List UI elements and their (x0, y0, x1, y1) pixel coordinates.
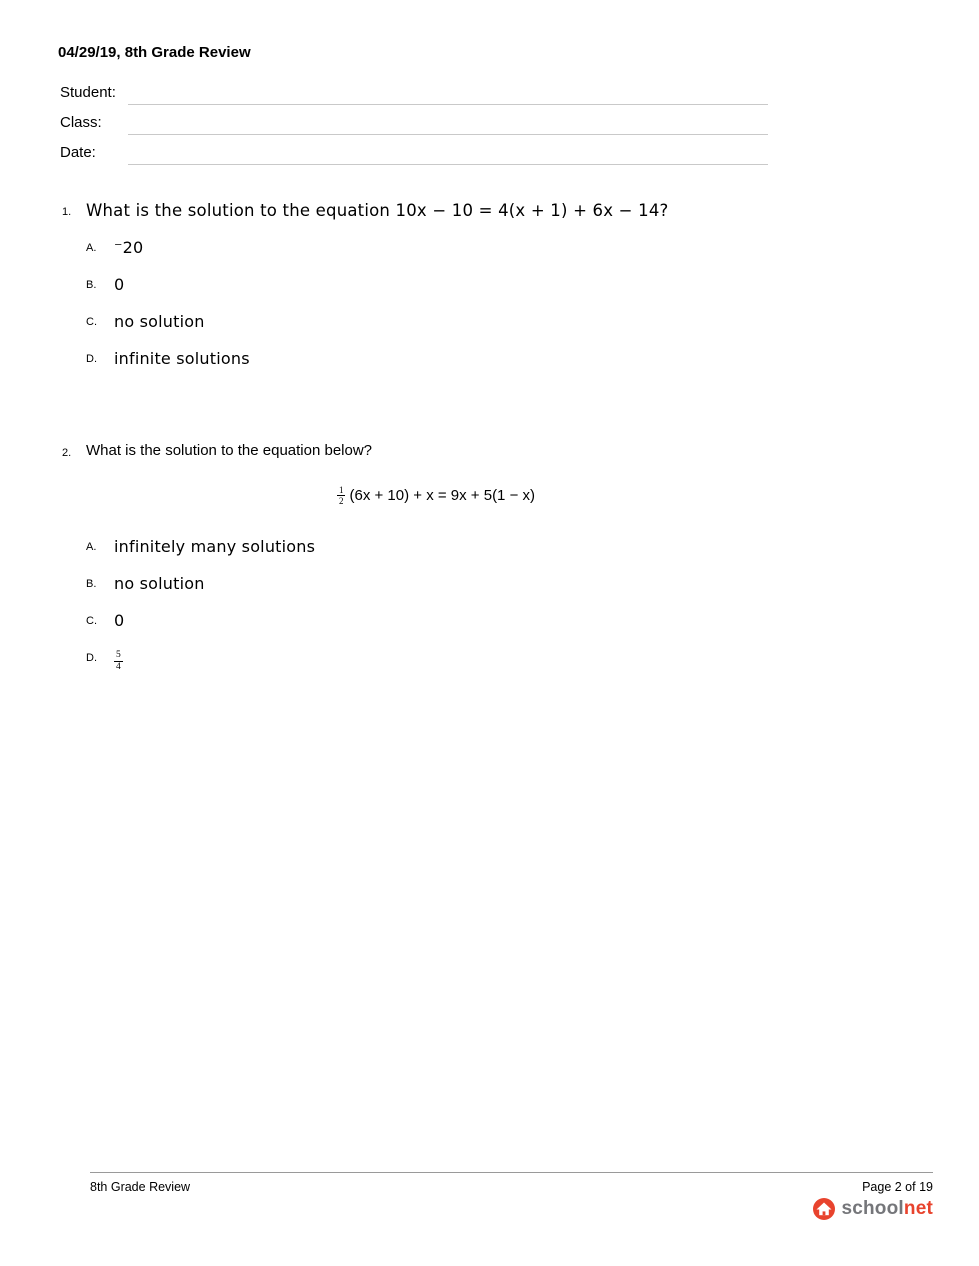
footer-row (90, 1173, 933, 1194)
choice-letter: C. (86, 316, 97, 328)
page-footer (90, 1172, 933, 1221)
fraction-numerator: 1 (338, 485, 344, 495)
choice-letter: C. (86, 614, 97, 627)
schoolnet-logo (90, 1197, 933, 1221)
document-title: 04/29/19, 8th Grade Review (58, 44, 251, 61)
choice-text: no solution (114, 312, 205, 331)
fraction-denominator: 2 (338, 496, 344, 507)
choice-letter: A. (86, 242, 97, 254)
question-2-choice-c (86, 611, 946, 633)
class-field-blank-line (128, 134, 768, 135)
question-2-equation (86, 485, 786, 507)
footer-doc-title: 8th Grade Review (90, 1180, 191, 1194)
fraction-denominator: 4 (116, 661, 121, 672)
choice-letter: D. (86, 353, 97, 365)
equation-fraction (337, 485, 346, 507)
date-field-blank-line (128, 164, 768, 165)
schoolnet-house-icon (812, 1197, 836, 1221)
choice-text: ⁻20 (114, 238, 144, 257)
student-field-blank-line (128, 104, 768, 105)
choice-text: 0 (114, 610, 125, 630)
questions-section (62, 201, 979, 688)
question-1-body (86, 201, 946, 386)
question-1 (62, 201, 979, 386)
footer-page-number: Page 2 of 19 (862, 1180, 933, 1194)
question-2 (62, 442, 979, 688)
choice-fraction (114, 650, 123, 673)
question-1-choice-c (86, 312, 946, 334)
question-1-choice-b (86, 275, 946, 297)
equation-expression: (6x + 10) + x = 9x + 5(1 − x) (349, 487, 535, 505)
schoolnet-logo-net: net (903, 1198, 933, 1219)
choice-text: infinite solutions (114, 349, 250, 368)
question-1-number: 1. (62, 206, 72, 218)
schoolnet-logo-school: school (841, 1198, 904, 1219)
fraction-numerator: 5 (116, 649, 121, 660)
question-2-body (86, 442, 946, 688)
choice-letter: D. (86, 651, 97, 664)
choice-text: 0 (114, 275, 125, 294)
question-2-text: What is the solution to the equation below? (86, 442, 373, 459)
choice-text: no solution (114, 573, 205, 593)
choice-letter: B. (86, 577, 97, 590)
class-field-label: Class: (60, 114, 102, 131)
question-2-choice-b (86, 574, 946, 596)
choice-letter: A. (86, 540, 97, 553)
question-2-choices (86, 537, 946, 673)
question-1-choice-d (86, 349, 946, 371)
question-1-choices (86, 238, 946, 371)
question-1-choice-a (86, 238, 946, 260)
header-fields (60, 75, 768, 165)
class-field (60, 105, 768, 135)
question-2-number: 2. (62, 447, 72, 459)
schoolnet-logo-text (841, 1198, 933, 1220)
date-field-label: Date: (60, 144, 96, 161)
student-field (60, 75, 768, 105)
question-1-text: What is the solution to the equation 10x − 10 = 4(x + 1) + 6x − 14? (86, 201, 669, 220)
date-field (60, 135, 768, 165)
question-2-choice-d (86, 648, 946, 673)
question-2-choice-a (86, 537, 946, 559)
choice-text: infinitely many solutions (114, 536, 316, 556)
choice-letter: B. (86, 279, 97, 291)
student-field-label: Student: (60, 84, 116, 101)
